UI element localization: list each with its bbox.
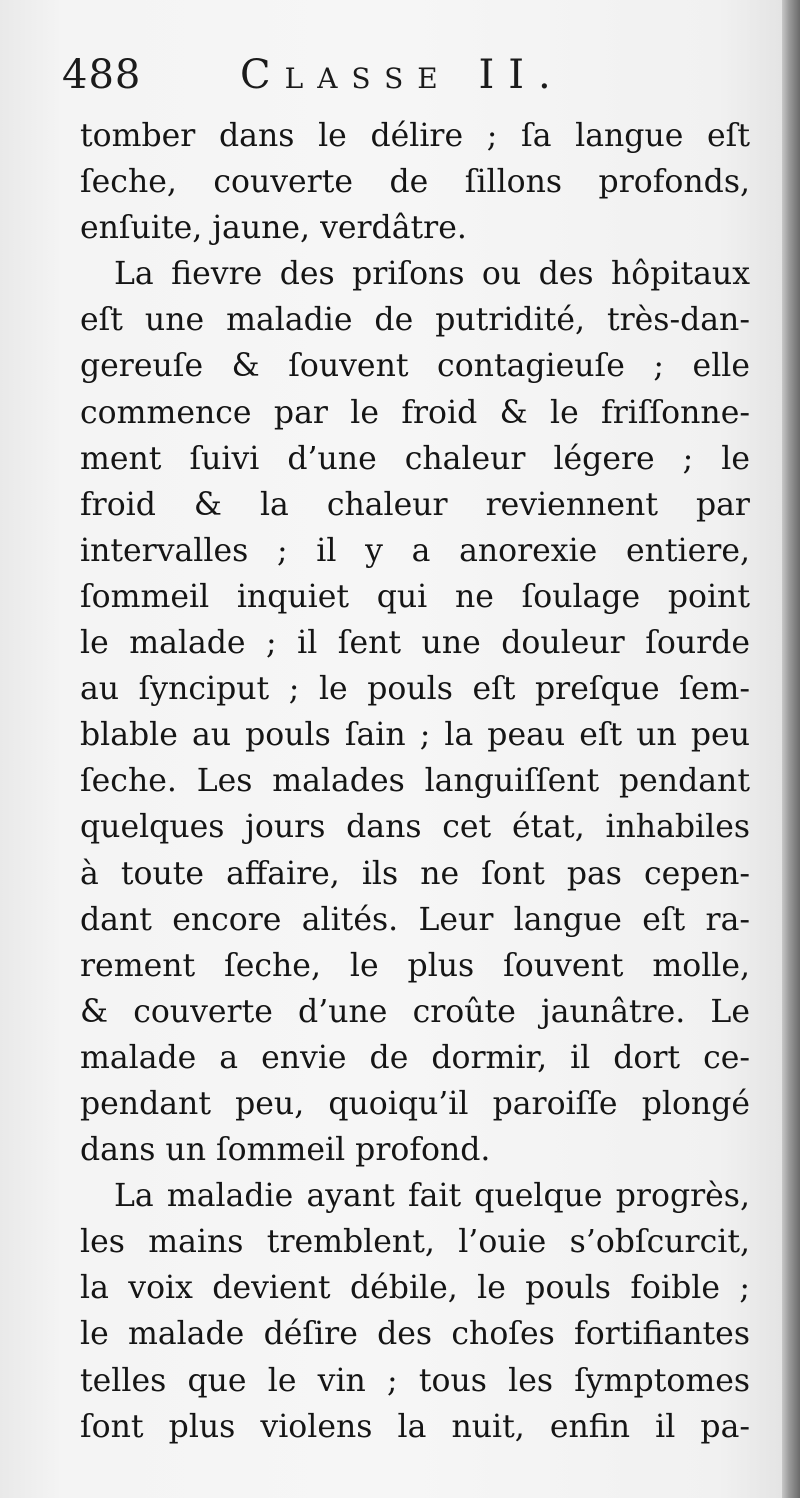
page-edge-shadow — [782, 0, 800, 1498]
paragraph-first-line: La maladie ayant fait quelque progrès, — [114, 1178, 750, 1215]
text-line: pendant peu, quoiqu’il paroiſſe plongé — [80, 1085, 750, 1122]
text-line: ſommeil inquiet qui ne ſoulage point — [80, 578, 750, 615]
text-line: gereuſe & ſouvent contagieuſe ; elle — [80, 348, 750, 385]
text-line: telles que le vin ; tous les ſymptomes — [80, 1362, 750, 1399]
text-line: dant encore alités. Leur langue eſt ra- — [80, 901, 750, 938]
page-header — [62, 52, 762, 102]
text-line: au ſynciput ; le pouls eſt preſque ſem- — [80, 671, 750, 708]
text-line: à toute affaire, ils ne ſont pas cepen- — [80, 855, 750, 892]
paragraph-first-line: La fievre des priſons ou des hôpitaux — [114, 256, 750, 293]
text-line: ſeche. Les malades languiſſent pendant — [80, 763, 750, 800]
text-line: les mains tremblent, l’ouie s’obſcurcit, — [80, 1224, 750, 1261]
text-line: malade a envie de dormir, il dort ce- — [80, 1039, 750, 1076]
text-line: blable au pouls ſain ; la peau eſt un peu — [80, 717, 750, 754]
text-line: intervalles ; il y a anorexie entiere, — [80, 532, 750, 569]
text-line: le malade ; il ſent une douleur ſourde — [80, 625, 750, 662]
text-line: rement ſeche, le plus ſouvent molle, — [80, 947, 750, 984]
text-line: ment ſuivi d’une chaleur légere ; le — [80, 440, 750, 477]
text-line: dans un ſommeil profond. — [80, 1132, 491, 1169]
text-line: froid & la chaleur reviennent par — [80, 486, 750, 523]
page-number: 488 — [62, 52, 142, 98]
running-title: Classe II. — [240, 52, 565, 98]
text-line: eſt une maladie de putridité, très-dan- — [80, 302, 750, 339]
text-line: quelques jours dans cet état, inhabiles — [80, 809, 750, 846]
text-line: ſont plus violens la nuit, enfin il pa- — [80, 1408, 750, 1445]
text-line: commence par le froid & le friſſonne- — [80, 394, 750, 431]
text-line: enſuite, jaune, verdâtre. — [80, 210, 467, 247]
text-line: & couverte d’une croûte jaunâtre. Le — [80, 993, 750, 1030]
text-line: tomber dans le délire ; ſa langue eſt — [80, 118, 750, 154]
text-line: la voix devient débile, le pouls foible ; — [80, 1270, 750, 1307]
body-text — [80, 113, 750, 1450]
text-line: le malade déſire des choſes fortifiantes — [80, 1316, 750, 1353]
text-line: ſeche, couverte de ſillons profonds, — [80, 164, 750, 201]
